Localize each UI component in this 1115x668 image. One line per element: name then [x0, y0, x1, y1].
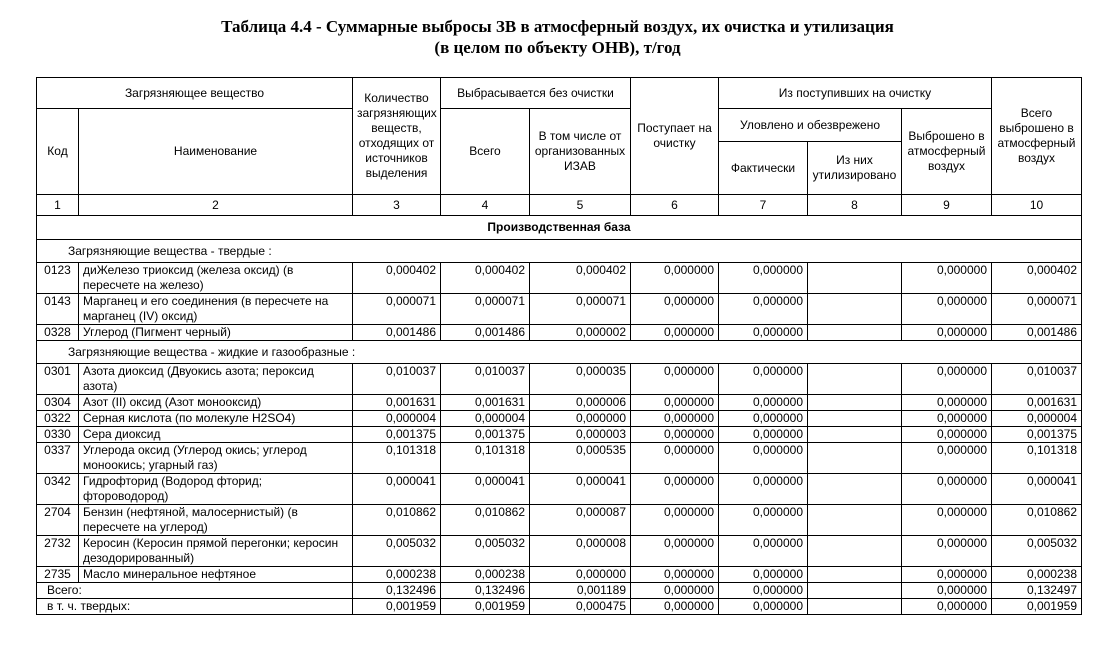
totals-row [37, 583, 1082, 599]
total-cell-c10: 0,132497 [992, 583, 1082, 599]
value-cell-c8 [808, 443, 902, 474]
column-number: 5 [530, 195, 631, 216]
substance-code: 0123 [37, 263, 79, 294]
substance-name: Бензин (нефтяной, малосернистый) (в пересчете на углерод) [79, 505, 353, 536]
substance-name: Гидрофторид (Водород фторид; фтороводород) [79, 474, 353, 505]
value-cell-c3: 0,005032 [353, 536, 441, 567]
header-to-cleaning: Поступает на очистку [631, 78, 719, 195]
value-cell-c7: 0,000000 [719, 325, 808, 341]
value-cell-c10: 0,001486 [992, 325, 1082, 341]
substance-code: 0337 [37, 443, 79, 474]
header-code: Код [37, 109, 79, 195]
value-cell-c3: 0,000402 [353, 263, 441, 294]
value-cell-c6: 0,000000 [631, 505, 719, 536]
value-cell-c6: 0,000000 [631, 443, 719, 474]
value-cell-c9: 0,000000 [902, 443, 992, 474]
value-cell-c3: 0,000071 [353, 294, 441, 325]
value-cell-c8 [808, 567, 902, 583]
value-cell-c10: 0,000402 [992, 263, 1082, 294]
value-cell-c10: 0,010037 [992, 364, 1082, 395]
value-cell-c5: 0,000000 [530, 567, 631, 583]
substance-name: Керосин (Керосин прямой перегонки; керосин дезодорированный) [79, 536, 353, 567]
value-cell-c8 [808, 536, 902, 567]
column-numbers-row [37, 195, 1082, 216]
substance-name: Азот (II) оксид (Азот монооксид) [79, 395, 353, 411]
value-cell-c3: 0,001486 [353, 325, 441, 341]
value-cell-c9: 0,000000 [902, 395, 992, 411]
value-cell-c5: 0,000003 [530, 427, 631, 443]
value-cell-c10: 0,005032 [992, 536, 1082, 567]
value-cell-c3: 0,000041 [353, 474, 441, 505]
value-cell-c4: 0,000071 [441, 294, 530, 325]
total-cell-c9: 0,000000 [902, 583, 992, 599]
value-cell-c7: 0,000000 [719, 536, 808, 567]
header-pollutant: Загрязняющее вещество [37, 78, 353, 109]
value-cell-c5: 0,000006 [530, 395, 631, 411]
column-number: 8 [808, 195, 902, 216]
group-title: Загрязняющие вещества - твердые : [37, 240, 1082, 263]
total-cell-c3: 0,132496 [353, 583, 441, 599]
header-actual: Фактически [719, 142, 808, 195]
table-row [37, 294, 1082, 325]
table-header [37, 78, 1082, 216]
table-row [37, 505, 1082, 536]
header-utilized: Из них утилизировано [808, 142, 902, 195]
value-cell-c6: 0,000000 [631, 411, 719, 427]
value-cell-c4: 0,001375 [441, 427, 530, 443]
value-cell-c9: 0,000000 [902, 427, 992, 443]
value-cell-c5: 0,000535 [530, 443, 631, 474]
table-row [37, 536, 1082, 567]
value-cell-c3: 0,010037 [353, 364, 441, 395]
table-row [37, 474, 1082, 505]
section-row [37, 216, 1082, 240]
value-cell-c6: 0,000000 [631, 536, 719, 567]
substance-code: 0330 [37, 427, 79, 443]
header-emitted-atm: Выброшено в атмосферный воздух [902, 109, 992, 195]
substance-code: 2735 [37, 567, 79, 583]
substance-code: 0304 [37, 395, 79, 411]
substance-name: диЖелезо триоксид (железа оксид) (в пересчете на железо) [79, 263, 353, 294]
substance-code: 0301 [37, 364, 79, 395]
column-number: 2 [79, 195, 353, 216]
column-number: 10 [992, 195, 1082, 216]
value-cell-c9: 0,000000 [902, 411, 992, 427]
value-cell-c10: 0,000238 [992, 567, 1082, 583]
section-title: Производственная база [37, 216, 1082, 240]
value-cell-c4: 0,005032 [441, 536, 530, 567]
value-cell-c8 [808, 294, 902, 325]
substance-code: 0322 [37, 411, 79, 427]
value-cell-c4: 0,000041 [441, 474, 530, 505]
value-cell-c9: 0,000000 [902, 294, 992, 325]
value-cell-c6: 0,000000 [631, 395, 719, 411]
substance-name: Марганец и его соединения (в пересчете на марганец (IV) оксид) [79, 294, 353, 325]
value-cell-c7: 0,000000 [719, 443, 808, 474]
header-of-received: Из поступивших на очистку [719, 78, 992, 109]
value-cell-c8 [808, 395, 902, 411]
column-number: 6 [631, 195, 719, 216]
value-cell-c5: 0,000002 [530, 325, 631, 341]
value-cell-c6: 0,000000 [631, 427, 719, 443]
value-cell-c5: 0,000087 [530, 505, 631, 536]
value-cell-c3: 0,001375 [353, 427, 441, 443]
substance-code: 0342 [37, 474, 79, 505]
value-cell-c4: 0,000004 [441, 411, 530, 427]
value-cell-c6: 0,000000 [631, 364, 719, 395]
column-number: 4 [441, 195, 530, 216]
header-emitted-no-cleaning: Выбрасывается без очистки [441, 78, 631, 109]
value-cell-c9: 0,000000 [902, 474, 992, 505]
value-cell-c8 [808, 427, 902, 443]
total-cell-c8 [808, 599, 902, 615]
header-captured: Уловлено и обезврежено [719, 109, 902, 142]
value-cell-c4: 0,101318 [441, 443, 530, 474]
value-cell-c5: 0,000035 [530, 364, 631, 395]
group-row [37, 240, 1082, 263]
table-row [37, 325, 1082, 341]
column-number: 3 [353, 195, 441, 216]
value-cell-c4: 0,000238 [441, 567, 530, 583]
value-cell-c5: 0,000008 [530, 536, 631, 567]
value-cell-c3: 0,101318 [353, 443, 441, 474]
value-cell-c10: 0,000071 [992, 294, 1082, 325]
value-cell-c7: 0,000000 [719, 263, 808, 294]
value-cell-c8 [808, 364, 902, 395]
substance-code: 2732 [37, 536, 79, 567]
value-cell-c8 [808, 325, 902, 341]
value-cell-c10: 0,101318 [992, 443, 1082, 474]
header-total-emitted: Всего выброшено в атмосферный воздух [992, 78, 1082, 195]
value-cell-c7: 0,000000 [719, 505, 808, 536]
total-cell-c5: 0,000475 [530, 599, 631, 615]
title-line-1: Таблица 4.4 - Суммарные выбросы ЗВ в атмосферный воздух, их очистка и утилизация [221, 17, 894, 36]
value-cell-c10: 0,000041 [992, 474, 1082, 505]
total-cell-c8 [808, 583, 902, 599]
value-cell-c8 [808, 411, 902, 427]
value-cell-c5: 0,000071 [530, 294, 631, 325]
value-cell-c5: 0,000000 [530, 411, 631, 427]
substance-name: Сера диоксид [79, 427, 353, 443]
value-cell-c9: 0,000000 [902, 505, 992, 536]
substance-name: Углерода оксид (Углерод окись; углерод моноокись; угарный газ) [79, 443, 353, 474]
value-cell-c6: 0,000000 [631, 567, 719, 583]
column-number: 9 [902, 195, 992, 216]
value-cell-c8 [808, 263, 902, 294]
table-row [37, 263, 1082, 294]
column-number: 7 [719, 195, 808, 216]
value-cell-c7: 0,000000 [719, 427, 808, 443]
group-row [37, 341, 1082, 364]
total-cell-c10: 0,001959 [992, 599, 1082, 615]
value-cell-c10: 0,010862 [992, 505, 1082, 536]
value-cell-c4: 0,001486 [441, 325, 530, 341]
total-cell-c4: 0,001959 [441, 599, 530, 615]
totals-label: в т. ч. твердых: [37, 599, 353, 615]
substance-name: Масло минеральное нефтяное [79, 567, 353, 583]
value-cell-c10: 0,001631 [992, 395, 1082, 411]
value-cell-c10: 0,001375 [992, 427, 1082, 443]
value-cell-c6: 0,000000 [631, 325, 719, 341]
value-cell-c9: 0,000000 [902, 364, 992, 395]
header-total: Всего [441, 109, 530, 195]
table-row [37, 411, 1082, 427]
page-title [0, 16, 1115, 58]
total-cell-c6: 0,000000 [631, 599, 719, 615]
value-cell-c6: 0,000000 [631, 263, 719, 294]
value-cell-c9: 0,000000 [902, 567, 992, 583]
value-cell-c4: 0,010037 [441, 364, 530, 395]
totals-label: Всего: [37, 583, 353, 599]
header-name: Наименование [79, 109, 353, 195]
table-row [37, 427, 1082, 443]
value-cell-c8 [808, 505, 902, 536]
header-amount: Количество загрязняющих веществ, отходящих от источников выделения [353, 78, 441, 195]
table-body [37, 216, 1082, 615]
header-incl-organized: В том числе от организованных ИЗАВ [530, 109, 631, 195]
title-line-2: (в целом по объекту ОНВ), т/год [434, 38, 681, 57]
value-cell-c3: 0,001631 [353, 395, 441, 411]
value-cell-c7: 0,000000 [719, 474, 808, 505]
total-cell-c6: 0,000000 [631, 583, 719, 599]
value-cell-c10: 0,000004 [992, 411, 1082, 427]
total-cell-c3: 0,001959 [353, 599, 441, 615]
substance-name: Азота диоксид (Двуокись азота; пероксид азота) [79, 364, 353, 395]
substance-name: Серная кислота (по молекуле H2SO4) [79, 411, 353, 427]
value-cell-c5: 0,000041 [530, 474, 631, 505]
value-cell-c7: 0,000000 [719, 411, 808, 427]
value-cell-c4: 0,010862 [441, 505, 530, 536]
column-number: 1 [37, 195, 79, 216]
substance-code: 0328 [37, 325, 79, 341]
substance-code: 2704 [37, 505, 79, 536]
substance-code: 0143 [37, 294, 79, 325]
total-cell-c7: 0,000000 [719, 583, 808, 599]
value-cell-c3: 0,000238 [353, 567, 441, 583]
value-cell-c3: 0,010862 [353, 505, 441, 536]
value-cell-c7: 0,000000 [719, 395, 808, 411]
value-cell-c9: 0,000000 [902, 325, 992, 341]
total-cell-c7: 0,000000 [719, 599, 808, 615]
value-cell-c6: 0,000000 [631, 474, 719, 505]
value-cell-c7: 0,000000 [719, 364, 808, 395]
value-cell-c4: 0,001631 [441, 395, 530, 411]
total-cell-c4: 0,132496 [441, 583, 530, 599]
value-cell-c3: 0,000004 [353, 411, 441, 427]
group-title: Загрязняющие вещества - жидкие и газообразные : [37, 341, 1082, 364]
total-cell-c5: 0,001189 [530, 583, 631, 599]
total-cell-c9: 0,000000 [902, 599, 992, 615]
table-row [37, 567, 1082, 583]
value-cell-c8 [808, 474, 902, 505]
value-cell-c4: 0,000402 [441, 263, 530, 294]
table-row [37, 443, 1082, 474]
table-row [37, 364, 1082, 395]
value-cell-c7: 0,000000 [719, 294, 808, 325]
value-cell-c7: 0,000000 [719, 567, 808, 583]
emissions-table [36, 77, 1082, 615]
table-row [37, 395, 1082, 411]
value-cell-c9: 0,000000 [902, 263, 992, 294]
value-cell-c5: 0,000402 [530, 263, 631, 294]
value-cell-c6: 0,000000 [631, 294, 719, 325]
substance-name: Углерод (Пигмент черный) [79, 325, 353, 341]
totals-row [37, 599, 1082, 615]
value-cell-c9: 0,000000 [902, 536, 992, 567]
